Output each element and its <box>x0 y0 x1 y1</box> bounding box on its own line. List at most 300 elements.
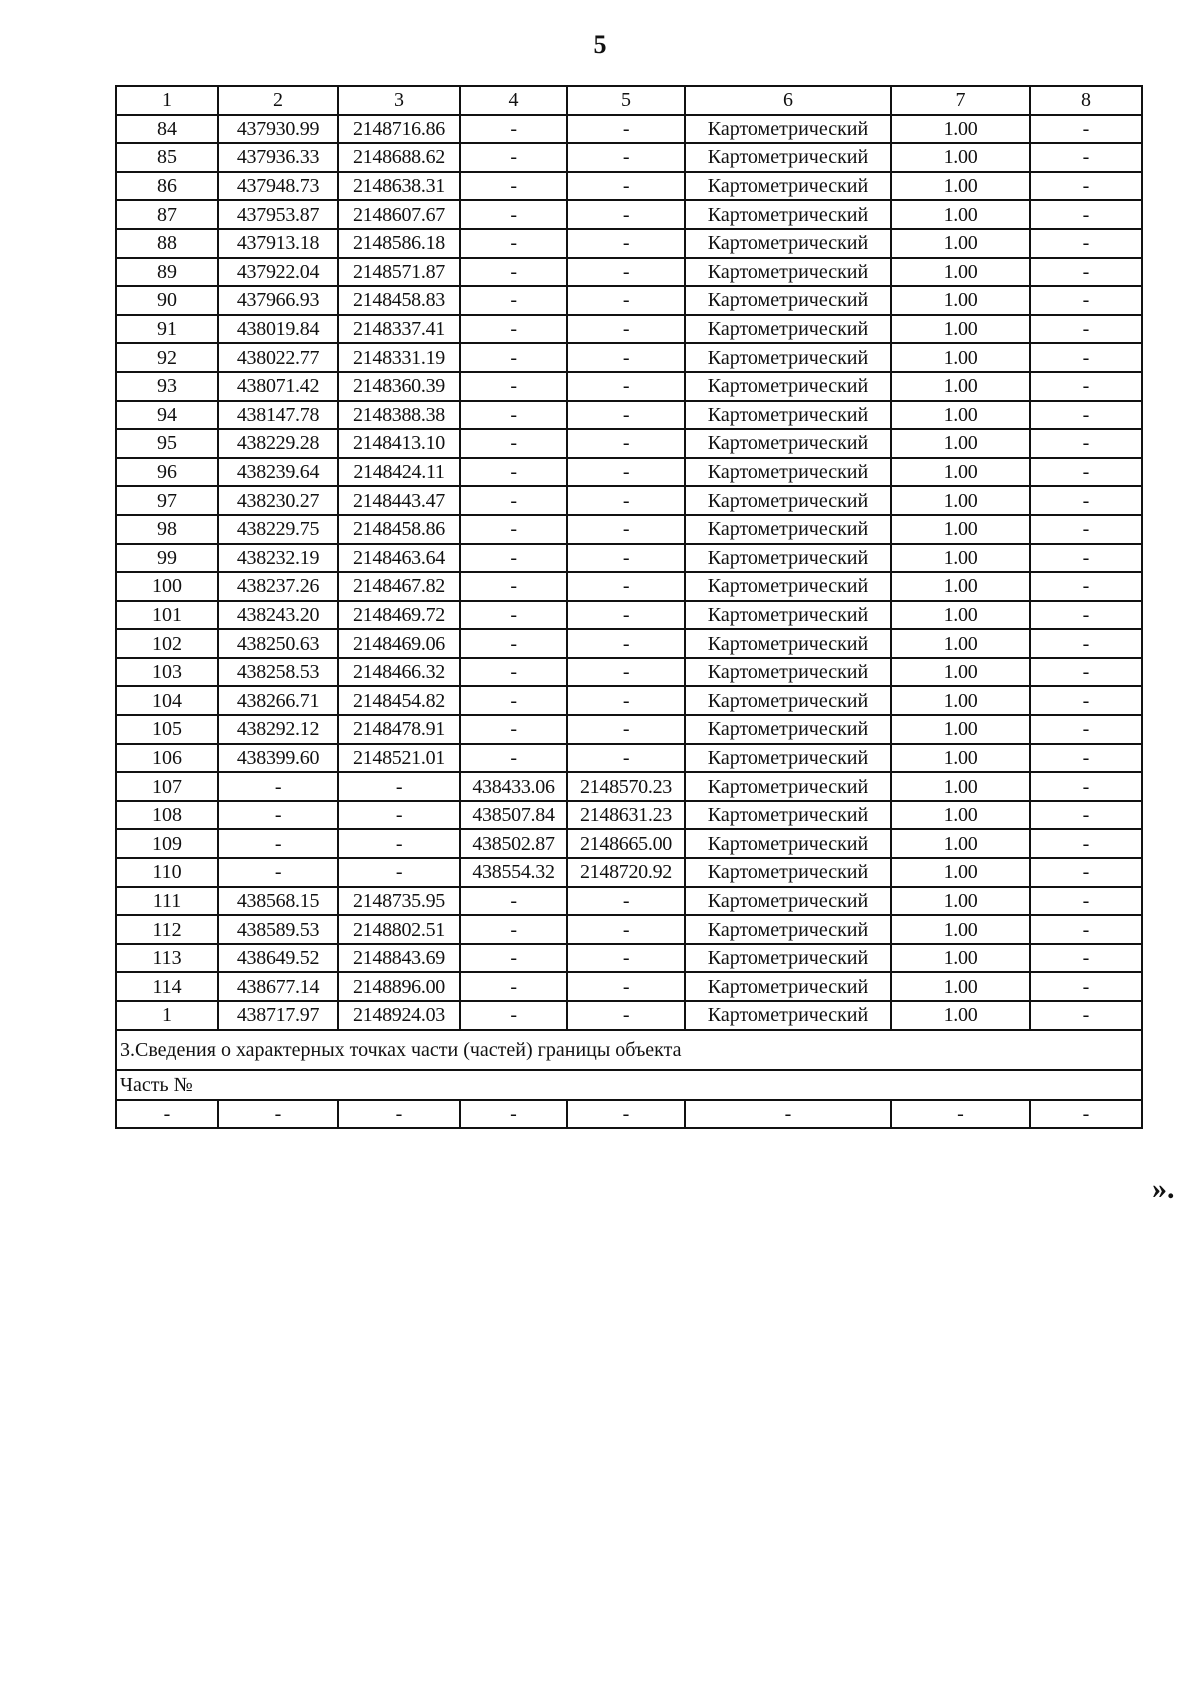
table-cell: - <box>1030 200 1142 229</box>
table-row <box>116 858 1142 887</box>
table-cell: - <box>567 286 685 315</box>
table-cell: - <box>567 915 685 944</box>
table-cell: Картометрический <box>685 544 891 573</box>
table-cell: - <box>567 258 685 287</box>
table-cell: - <box>1030 944 1142 973</box>
table-cell: Картометрический <box>685 972 891 1001</box>
table-cell: 438232.19 <box>218 544 338 573</box>
table-cell: - <box>218 858 338 887</box>
table-cell: - <box>567 715 685 744</box>
table-cell: - <box>567 372 685 401</box>
table-cell: - <box>460 372 567 401</box>
table-cell: - <box>460 458 567 487</box>
table-cell: 93 <box>116 372 218 401</box>
table-cell: 438258.53 <box>218 658 338 687</box>
part-cell: - <box>116 1100 218 1129</box>
table-cell: 2148388.38 <box>338 401 460 430</box>
table-cell: 2148924.03 <box>338 1001 460 1030</box>
table-cell: 437936.33 <box>218 143 338 172</box>
part-cell: - <box>338 1100 460 1129</box>
table-row <box>116 915 1142 944</box>
table-cell: - <box>567 115 685 144</box>
table-cell: - <box>567 515 685 544</box>
table-cell: Картометрический <box>685 372 891 401</box>
table-cell: 2148665.00 <box>567 829 685 858</box>
part-cell: - <box>218 1100 338 1129</box>
table-row <box>116 715 1142 744</box>
table-cell: - <box>1030 686 1142 715</box>
table-cell: 2148521.01 <box>338 744 460 773</box>
table-cell: 2148331.19 <box>338 343 460 372</box>
table-cell: 438019.84 <box>218 315 338 344</box>
table-cell: - <box>460 343 567 372</box>
part-cell: - <box>567 1100 685 1129</box>
table-row <box>116 658 1142 687</box>
table-cell: 2148720.92 <box>567 858 685 887</box>
table-cell: 1.00 <box>891 172 1030 201</box>
table-cell: 438229.28 <box>218 429 338 458</box>
table-cell: 1.00 <box>891 429 1030 458</box>
table-cell: - <box>1030 544 1142 573</box>
part-cell: - <box>891 1100 1030 1129</box>
table-cell: Картометрический <box>685 944 891 973</box>
table-cell: 2148469.72 <box>338 601 460 630</box>
table-row <box>116 315 1142 344</box>
table-cell: 1.00 <box>891 601 1030 630</box>
table-cell: 438250.63 <box>218 629 338 658</box>
table-cell: - <box>1030 658 1142 687</box>
table-cell: 2148716.86 <box>338 115 460 144</box>
table-cell: 1.00 <box>891 629 1030 658</box>
table-cell: 85 <box>116 143 218 172</box>
table-cell: - <box>460 686 567 715</box>
table-cell: Картометрический <box>685 629 891 658</box>
table-cell: 88 <box>116 229 218 258</box>
table-cell: Картометрический <box>685 229 891 258</box>
table-cell: Картометрический <box>685 286 891 315</box>
table-cell: - <box>1030 858 1142 887</box>
table-cell: - <box>567 229 685 258</box>
table-cell: Картометрический <box>685 515 891 544</box>
table-cell: 1.00 <box>891 944 1030 973</box>
table-cell: 103 <box>116 658 218 687</box>
table-row <box>116 429 1142 458</box>
table-cell: - <box>460 429 567 458</box>
table-cell: - <box>338 858 460 887</box>
part-number-row <box>116 1070 1142 1100</box>
table-cell: 1.00 <box>891 458 1030 487</box>
table-cell: 86 <box>116 172 218 201</box>
table-cell: - <box>567 658 685 687</box>
table-cell: - <box>1030 401 1142 430</box>
table-cell: - <box>460 286 567 315</box>
table-cell: 99 <box>116 544 218 573</box>
table-cell: Картометрический <box>685 686 891 715</box>
table-row <box>116 829 1142 858</box>
table-cell: 437930.99 <box>218 115 338 144</box>
table-cell: - <box>338 801 460 830</box>
page-number: 5 <box>593 30 607 59</box>
table-row <box>116 601 1142 630</box>
table-cell: - <box>1030 115 1142 144</box>
table-cell: 2148360.39 <box>338 372 460 401</box>
table-cell: 2148458.86 <box>338 515 460 544</box>
table-row <box>116 401 1142 430</box>
table-cell: - <box>567 458 685 487</box>
table-cell: 1.00 <box>891 972 1030 1001</box>
table-cell: - <box>218 801 338 830</box>
table-row <box>116 772 1142 801</box>
table-cell: - <box>460 315 567 344</box>
table-cell: 437953.87 <box>218 200 338 229</box>
table-cell: Картометрический <box>685 829 891 858</box>
table-cell: Картометрический <box>685 572 891 601</box>
table-cell: 1.00 <box>891 572 1030 601</box>
coordinates-table-container <box>115 85 1143 1129</box>
table-cell: - <box>567 486 685 515</box>
table-cell: - <box>1030 744 1142 773</box>
table-cell: 110 <box>116 858 218 887</box>
table-cell: - <box>218 829 338 858</box>
table-cell: 2148337.41 <box>338 315 460 344</box>
table-cell: - <box>1030 801 1142 830</box>
table-cell: 438717.97 <box>218 1001 338 1030</box>
table-cell: 2148607.67 <box>338 200 460 229</box>
table-cell: 102 <box>116 629 218 658</box>
table-cell: - <box>567 972 685 1001</box>
table-cell: 2148469.06 <box>338 629 460 658</box>
table-cell: 2148467.82 <box>338 572 460 601</box>
table-cell: 438677.14 <box>218 972 338 1001</box>
table-cell: 437966.93 <box>218 286 338 315</box>
table-cell: 1.00 <box>891 115 1030 144</box>
table-cell: 1.00 <box>891 258 1030 287</box>
table-cell: - <box>567 544 685 573</box>
table-cell: 87 <box>116 200 218 229</box>
table-cell: 2148843.69 <box>338 944 460 973</box>
table-cell: 114 <box>116 972 218 1001</box>
table-cell: 438243.20 <box>218 601 338 630</box>
table-cell: 2148570.23 <box>567 772 685 801</box>
part-cell: - <box>460 1100 567 1129</box>
table-cell: Картометрический <box>685 143 891 172</box>
table-cell: - <box>1030 572 1142 601</box>
table-cell: 438266.71 <box>218 686 338 715</box>
table-cell: 438239.64 <box>218 458 338 487</box>
table-cell: - <box>460 915 567 944</box>
table-cell: - <box>460 715 567 744</box>
table-cell: - <box>460 229 567 258</box>
table-cell: - <box>460 601 567 630</box>
table-row <box>116 544 1142 573</box>
table-cell: - <box>567 315 685 344</box>
table-cell: 107 <box>116 772 218 801</box>
table-cell: - <box>1030 315 1142 344</box>
table-cell: - <box>460 629 567 658</box>
table-cell: - <box>1030 715 1142 744</box>
table-cell: - <box>567 686 685 715</box>
table-cell: 101 <box>116 601 218 630</box>
table-cell: 113 <box>116 944 218 973</box>
table-cell: - <box>567 629 685 658</box>
table-cell: Картометрический <box>685 172 891 201</box>
table-cell: Картометрический <box>685 601 891 630</box>
table-cell: - <box>1030 143 1142 172</box>
table-cell: 438649.52 <box>218 944 338 973</box>
table-cell: Картометрический <box>685 258 891 287</box>
table-row <box>116 887 1142 916</box>
table-cell: - <box>1030 172 1142 201</box>
table-cell: 98 <box>116 515 218 544</box>
table-cell: - <box>1030 772 1142 801</box>
table-cell: - <box>460 658 567 687</box>
table-body <box>116 86 1142 1128</box>
table-cell: Картометрический <box>685 658 891 687</box>
table-cell: Картометрический <box>685 458 891 487</box>
table-cell: Картометрический <box>685 486 891 515</box>
table-cell: - <box>338 829 460 858</box>
table-cell: 437913.18 <box>218 229 338 258</box>
table-cell: 1.00 <box>891 658 1030 687</box>
table-row <box>116 1001 1142 1030</box>
column-header-cell: 1 <box>116 86 218 115</box>
table-cell: 438292.12 <box>218 715 338 744</box>
table-cell: 1.00 <box>891 315 1030 344</box>
table-cell: - <box>1030 258 1142 287</box>
table-cell: 1.00 <box>891 200 1030 229</box>
table-cell: Картометрический <box>685 772 891 801</box>
table-cell: - <box>1030 229 1142 258</box>
table-cell: - <box>1030 515 1142 544</box>
table-cell: - <box>1030 972 1142 1001</box>
table-cell: 438502.87 <box>460 829 567 858</box>
table-cell: 1.00 <box>891 343 1030 372</box>
part-cell: - <box>1030 1100 1142 1129</box>
table-cell: - <box>460 486 567 515</box>
table-cell: - <box>1030 887 1142 916</box>
table-cell: 438507.84 <box>460 801 567 830</box>
table-cell: - <box>460 143 567 172</box>
table-cell: - <box>1030 343 1142 372</box>
table-cell: 2148466.32 <box>338 658 460 687</box>
table-cell: 438554.32 <box>460 858 567 887</box>
section-title: 3.Сведения о характерных точках части (частей) границы объекта <box>116 1030 1142 1070</box>
table-cell: 438071.42 <box>218 372 338 401</box>
table-cell: 437922.04 <box>218 258 338 287</box>
table-cell: Картометрический <box>685 858 891 887</box>
coordinates-table <box>115 85 1143 1129</box>
part-data-row <box>116 1100 1142 1129</box>
table-cell: Картометрический <box>685 429 891 458</box>
table-cell: Картометрический <box>685 801 891 830</box>
table-cell: Картометрический <box>685 715 891 744</box>
table-cell: Картометрический <box>685 315 891 344</box>
table-cell: Картометрический <box>685 401 891 430</box>
column-header-cell: 5 <box>567 86 685 115</box>
table-cell: 97 <box>116 486 218 515</box>
table-cell: 438399.60 <box>218 744 338 773</box>
table-cell: - <box>218 772 338 801</box>
table-row <box>116 372 1142 401</box>
table-cell: - <box>460 1001 567 1030</box>
table-cell: 95 <box>116 429 218 458</box>
table-row <box>116 115 1142 144</box>
table-cell: 2148443.47 <box>338 486 460 515</box>
table-cell: 2148896.00 <box>338 972 460 1001</box>
table-cell: 438147.78 <box>218 401 338 430</box>
table-cell: 1.00 <box>891 1001 1030 1030</box>
table-cell: 89 <box>116 258 218 287</box>
table-cell: - <box>567 887 685 916</box>
table-cell: 94 <box>116 401 218 430</box>
table-cell: 2148571.87 <box>338 258 460 287</box>
table-cell: 1.00 <box>891 686 1030 715</box>
table-cell: - <box>567 1001 685 1030</box>
table-cell: - <box>567 744 685 773</box>
table-cell: - <box>460 972 567 1001</box>
table-row <box>116 143 1142 172</box>
table-cell: 90 <box>116 286 218 315</box>
table-cell: - <box>460 572 567 601</box>
table-cell: 1.00 <box>891 715 1030 744</box>
table-cell: 437948.73 <box>218 172 338 201</box>
table-cell: 91 <box>116 315 218 344</box>
table-cell: 2148586.18 <box>338 229 460 258</box>
table-cell: 84 <box>116 115 218 144</box>
table-row <box>116 172 1142 201</box>
table-cell: - <box>567 601 685 630</box>
table-cell: 106 <box>116 744 218 773</box>
table-cell: - <box>567 401 685 430</box>
table-cell: 438237.26 <box>218 572 338 601</box>
table-cell: 1.00 <box>891 772 1030 801</box>
table-cell: 1.00 <box>891 887 1030 916</box>
table-row <box>116 572 1142 601</box>
table-cell: - <box>460 401 567 430</box>
table-row <box>116 229 1142 258</box>
table-cell: - <box>1030 429 1142 458</box>
table-cell: - <box>460 887 567 916</box>
table-row <box>116 458 1142 487</box>
table-cell: 1 <box>116 1001 218 1030</box>
part-number-label: Часть № <box>116 1070 1142 1100</box>
table-cell: 1.00 <box>891 515 1030 544</box>
table-row <box>116 515 1142 544</box>
table-cell: 2148454.82 <box>338 686 460 715</box>
column-header-cell: 3 <box>338 86 460 115</box>
table-cell: - <box>460 544 567 573</box>
table-cell: 438568.15 <box>218 887 338 916</box>
table-cell: 2148458.83 <box>338 286 460 315</box>
table-cell: - <box>1030 486 1142 515</box>
table-cell: - <box>1030 629 1142 658</box>
column-header-cell: 6 <box>685 86 891 115</box>
table-cell: - <box>567 143 685 172</box>
table-cell: 100 <box>116 572 218 601</box>
table-row <box>116 744 1142 773</box>
table-cell: - <box>460 515 567 544</box>
table-cell: - <box>460 200 567 229</box>
table-cell: - <box>1030 829 1142 858</box>
table-row <box>116 286 1142 315</box>
table-cell: 2148424.11 <box>338 458 460 487</box>
table-cell: 2148463.64 <box>338 544 460 573</box>
table-cell: - <box>460 744 567 773</box>
table-cell: 96 <box>116 458 218 487</box>
table-cell: 1.00 <box>891 801 1030 830</box>
table-cell: 2148735.95 <box>338 887 460 916</box>
table-cell: - <box>338 772 460 801</box>
table-cell: 104 <box>116 686 218 715</box>
table-cell: 1.00 <box>891 744 1030 773</box>
table-cell: 1.00 <box>891 286 1030 315</box>
table-cell: 2148688.62 <box>338 143 460 172</box>
table-row <box>116 258 1142 287</box>
table-cell: 1.00 <box>891 915 1030 944</box>
table-cell: - <box>1030 915 1142 944</box>
table-cell: 438022.77 <box>218 343 338 372</box>
table-cell: 109 <box>116 829 218 858</box>
table-cell: 1.00 <box>891 143 1030 172</box>
table-cell: 1.00 <box>891 372 1030 401</box>
table-cell: 112 <box>116 915 218 944</box>
section-title-row <box>116 1030 1142 1070</box>
table-cell: 2148631.23 <box>567 801 685 830</box>
table-cell: Картометрический <box>685 887 891 916</box>
table-cell: - <box>567 429 685 458</box>
table-cell: 2148802.51 <box>338 915 460 944</box>
column-header-cell: 7 <box>891 86 1030 115</box>
table-cell: Картометрический <box>685 200 891 229</box>
table-row <box>116 686 1142 715</box>
table-cell: - <box>567 944 685 973</box>
table-cell: 438230.27 <box>218 486 338 515</box>
table-cell: - <box>567 200 685 229</box>
table-cell: 438229.75 <box>218 515 338 544</box>
table-cell: 1.00 <box>891 486 1030 515</box>
table-cell: Картометрический <box>685 744 891 773</box>
column-header-cell: 4 <box>460 86 567 115</box>
table-cell: - <box>567 572 685 601</box>
table-cell: - <box>567 172 685 201</box>
column-header-cell: 8 <box>1030 86 1142 115</box>
closing-quote-mark: ». <box>1152 1172 1175 1205</box>
table-cell: - <box>1030 372 1142 401</box>
table-cell: 92 <box>116 343 218 372</box>
table-cell: Картометрический <box>685 343 891 372</box>
table-cell: Картометрический <box>685 115 891 144</box>
table-cell: 1.00 <box>891 544 1030 573</box>
table-row <box>116 343 1142 372</box>
table-cell: - <box>460 944 567 973</box>
column-number-row <box>116 86 1142 115</box>
table-cell: 105 <box>116 715 218 744</box>
table-cell: - <box>1030 286 1142 315</box>
table-cell: 111 <box>116 887 218 916</box>
table-cell: Картометрический <box>685 1001 891 1030</box>
table-cell: Картометрический <box>685 915 891 944</box>
part-cell: - <box>685 1100 891 1129</box>
table-row <box>116 972 1142 1001</box>
table-cell: 438589.53 <box>218 915 338 944</box>
table-cell: 2148413.10 <box>338 429 460 458</box>
table-cell: - <box>1030 1001 1142 1030</box>
table-cell: 2148638.31 <box>338 172 460 201</box>
table-cell: 438433.06 <box>460 772 567 801</box>
column-header-cell: 2 <box>218 86 338 115</box>
table-row <box>116 801 1142 830</box>
table-cell: - <box>460 172 567 201</box>
